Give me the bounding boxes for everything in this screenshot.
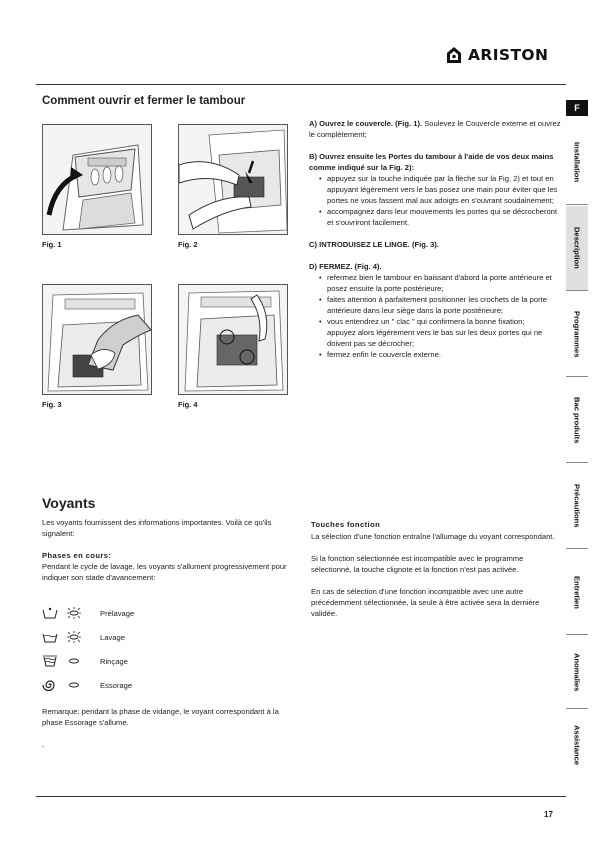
house-logo-icon xyxy=(446,46,462,64)
figure-3-caption: Fig. 3 xyxy=(42,400,62,409)
brand-logo xyxy=(446,42,564,68)
step-d-heading: D) FERMEZ. (Fig. 4). xyxy=(309,262,382,271)
tab-divider xyxy=(566,462,588,463)
tab-label: Entretien xyxy=(572,575,582,609)
step-a-text: Soulevez le Couvercle externe et ouvrez le complètement; xyxy=(309,119,561,139)
phase-row-prewash xyxy=(42,606,134,620)
tab-divider xyxy=(566,634,588,635)
trailing-dot: . xyxy=(42,740,45,749)
step-b xyxy=(309,151,561,228)
step-d-extra-text: appuyez alors légèrement vers le bas sur les deux portes qui ne doivent pas se décrocher; xyxy=(327,328,543,348)
tab-installation[interactable] xyxy=(566,120,588,204)
rinse-icon xyxy=(42,655,58,667)
step-d-item: • faites attention à parfaitement positionner les crochets de la porte antérieure dans leur siège dans la porte postérieure; xyxy=(319,294,561,316)
touches-heading: Touches fonction xyxy=(311,520,381,529)
step-b-heading: B) Ouvrez ensuite les Portes du tambour à l'aide de vos deux mains comme indiqué sur la Fig. 2): xyxy=(309,152,554,172)
wash-icon xyxy=(42,631,58,643)
tab-entretien[interactable] xyxy=(566,550,588,634)
tab-label: Programmes xyxy=(572,310,582,358)
touches-column xyxy=(311,519,561,630)
phases-text: Pendant le cycle de lavage, les voyants s'allument progressivement pour indiquer son stade d'avancement: xyxy=(42,562,287,582)
indicator-lit-icon xyxy=(66,607,82,619)
voyants-column xyxy=(42,517,292,583)
touches-paragraph: En cas de sélection d'une fonction incompatible avec une autre précédemment sélectionnée, la seule à être activée sera la dernière validée. xyxy=(311,587,540,618)
tab-bac-produits[interactable] xyxy=(566,378,588,462)
step-c-heading: C) INTRODUISEZ LE LINGE. (Fig. 3). xyxy=(309,240,439,249)
figure-4-image xyxy=(178,284,288,395)
phase-row-spin xyxy=(42,678,132,692)
tab-label: Description xyxy=(572,227,582,269)
indicator-off-icon xyxy=(66,655,82,667)
voyants-intro: Les voyants fournissent des informations importantes. Voilà ce qu'ils signalent: xyxy=(42,518,272,538)
tab-assistance[interactable] xyxy=(566,710,588,780)
step-d-item: • fermez enfin le couvercle externe. xyxy=(319,349,561,360)
tab-label: Bac produits xyxy=(572,396,582,444)
tab-divider xyxy=(566,204,588,205)
tab-programmes[interactable] xyxy=(566,292,588,376)
brand-name: ARISTON xyxy=(468,46,549,64)
indicator-lit-icon xyxy=(66,631,82,643)
voyants-remark: Remarque: pendant la phase de vidange, le voyant correspondant à la phase Essorage s'allume. xyxy=(42,707,279,727)
step-d xyxy=(309,261,561,360)
tab-divider xyxy=(566,376,588,377)
step-b-item: • appuyez sur la touche indiquée par la flèche sur la Fig. 2) et tout en appuyant légèrement vers le bas posez une main pour éviter que les portes ne vous fassent mal aux adoigts en s'ouvrant soudainement; xyxy=(319,173,561,206)
figure-3-image xyxy=(42,284,152,395)
phase-label: Prélavage xyxy=(100,608,135,618)
touches-paragraph: La sélection d'une fonction entraîne l'allumage du voyant correspondant. xyxy=(311,532,555,541)
step-d-item xyxy=(319,316,561,349)
step-a-heading: A) Ouvrez le couvercle. (Fig. 1). xyxy=(309,119,423,128)
voyants-title: Voyants xyxy=(42,495,96,511)
step-d-item: • refermez bien le tambour en baissant d'abord la porte antérieure et posez ensuite la porte postérieure; xyxy=(319,272,561,294)
indicator-off-icon xyxy=(66,679,82,691)
header-divider xyxy=(36,84,566,85)
prewash-icon xyxy=(42,607,58,619)
tab-label: Précautions xyxy=(572,484,582,528)
phase-label: Essorage xyxy=(100,680,133,690)
page-number: 17 xyxy=(544,810,553,819)
steps-column xyxy=(309,118,561,371)
step-a xyxy=(309,118,561,140)
step-d-item-text: vous entendrez un " clac " qui confirmera la bonne fixation; xyxy=(327,317,525,326)
tab-divider xyxy=(566,548,588,549)
phase-label: Lavage xyxy=(100,632,125,642)
step-b-item: • accompagnez dans leur mouvements les portes qui se décrocheront et s'ouvriront facilement. xyxy=(319,206,561,228)
section-title: Comment ouvrir et fermer le tambour xyxy=(42,95,246,107)
figure-1-caption: Fig. 1 xyxy=(42,240,62,249)
figure-2-caption: Fig. 2 xyxy=(178,240,198,249)
footer-divider xyxy=(36,796,566,797)
tab-divider xyxy=(566,290,588,291)
step-c xyxy=(309,239,561,250)
phases-heading: Phases en cours: xyxy=(42,551,112,560)
figure-2-image xyxy=(178,124,288,235)
phase-row-rinse xyxy=(42,654,128,668)
tab-label: Anomalies xyxy=(572,652,582,692)
tab-precautions[interactable] xyxy=(566,464,588,548)
tab-label: Assistance xyxy=(572,724,582,766)
phase-row-wash xyxy=(42,630,125,644)
figure-4-caption: Fig. 4 xyxy=(178,400,198,409)
tab-description[interactable] xyxy=(566,206,588,290)
phase-label: Rinçage xyxy=(100,656,128,666)
touches-paragraph: Si la fonction sélectionnée est incompatible avec le programme sélectionné, la touche clignote et la fonction n'est pas activée. xyxy=(311,554,524,574)
language-tab[interactable]: F xyxy=(566,100,588,116)
tab-label: Installation xyxy=(572,141,582,183)
spin-icon xyxy=(42,678,58,692)
tab-anomalies[interactable] xyxy=(566,636,588,708)
figure-1-image xyxy=(42,124,152,235)
tab-divider xyxy=(566,708,588,709)
side-tabs xyxy=(566,100,588,780)
